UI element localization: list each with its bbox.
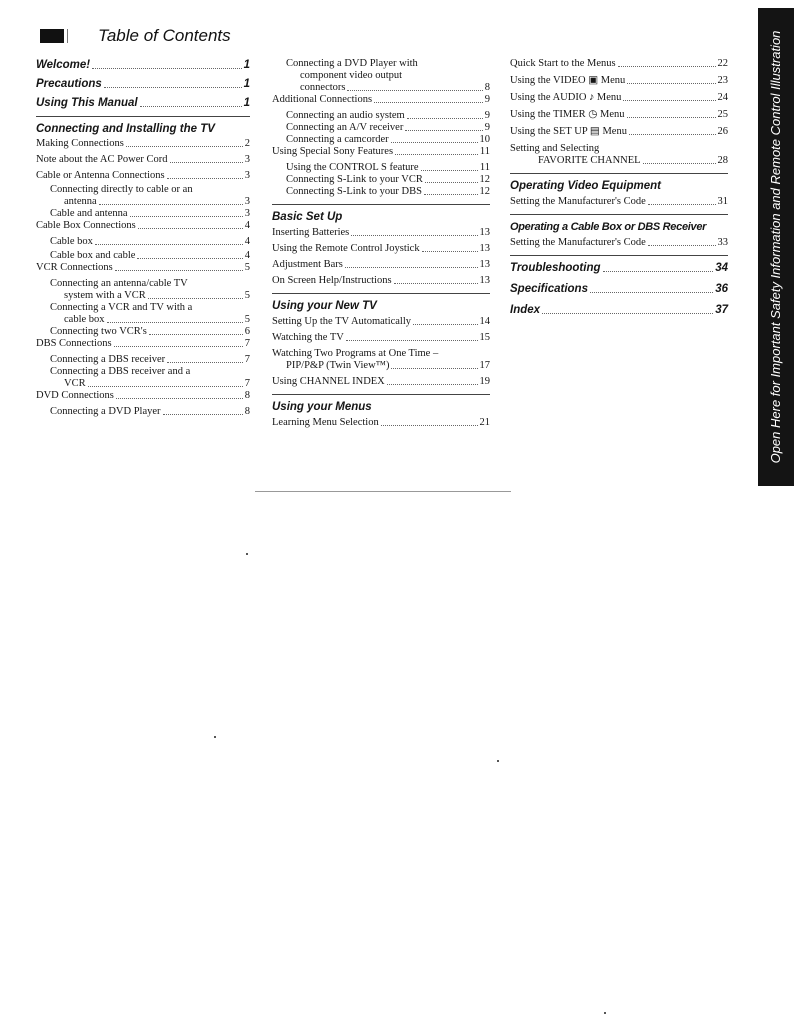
- entry-page: 11: [479, 162, 490, 173]
- header-block-mark: [40, 29, 64, 43]
- entry-label-line: Connecting a DBS receiver and a: [50, 366, 191, 377]
- leader-dots: [347, 90, 482, 91]
- entry-page: 34: [715, 262, 728, 274]
- leader-dots: [422, 251, 478, 252]
- leader-dots: [629, 134, 716, 135]
- entry-label-line: Setting and Selecting: [510, 143, 600, 154]
- entry-label: Connecting an A/V receiver: [286, 122, 404, 133]
- toc-entry-index[interactable]: [510, 303, 728, 317]
- entry-page: 10: [479, 134, 490, 145]
- leader-dots: [88, 386, 243, 387]
- leader-dots: [170, 162, 243, 163]
- entry-page: 4: [244, 250, 250, 261]
- scan-speck: [246, 553, 248, 555]
- section-rule: [272, 204, 490, 205]
- entry-page: 5: [244, 314, 250, 325]
- leader-dots: [603, 271, 714, 272]
- entry-label: Cable and antenna: [50, 208, 128, 219]
- entry-label: Connecting S-Link to your DBS: [286, 186, 422, 197]
- section-heading-cable-dbs: Operating a Cable Box or DBS Receiver: [510, 221, 707, 233]
- entry-label: Specifications: [510, 283, 588, 295]
- entry-label: Using CHANNEL INDEX: [272, 376, 385, 387]
- entry-page: 33: [717, 237, 728, 248]
- leader-dots: [627, 117, 716, 118]
- scan-speck: [214, 736, 216, 738]
- leader-dots: [648, 245, 716, 246]
- entry-page: 4: [244, 220, 250, 231]
- entry-label: Using the CONTROL S feature: [286, 162, 419, 173]
- leader-dots: [395, 154, 478, 155]
- toc-entry-channel-index[interactable]: [272, 376, 490, 388]
- toc-entry-additional-connections[interactable]: [272, 94, 490, 106]
- entry-label: Using the AUDIO ♪ Menu: [510, 92, 622, 103]
- entry-label: Welcome!: [36, 59, 91, 71]
- scan-speck: [604, 1012, 606, 1014]
- entry-page: 7: [244, 354, 250, 365]
- leader-dots: [381, 425, 478, 426]
- entry-label: Note about the AC Power Cord: [36, 154, 168, 165]
- toc-entry-adjustment-bars[interactable]: [272, 259, 490, 271]
- entry-page: 21: [479, 417, 490, 428]
- entry-label: Cable Box Connections: [36, 220, 136, 231]
- toc-entry-making-connections[interactable]: [36, 138, 250, 150]
- header-tab-mark: [67, 29, 74, 43]
- leader-dots: [163, 414, 243, 415]
- entry-label-line: cable box: [64, 314, 105, 325]
- toc-entry-timer-menu[interactable]: [510, 109, 728, 121]
- entry-label: Connecting two VCR's: [50, 326, 147, 337]
- section-heading-menus: Using your Menus: [272, 401, 372, 413]
- entry-page: 28: [717, 155, 728, 166]
- entry-page: 3: [244, 196, 250, 207]
- entry-page: 13: [479, 259, 490, 270]
- section-heading-connecting: Connecting and Installing the TV: [36, 123, 215, 135]
- entry-page: 13: [479, 227, 490, 238]
- leader-dots: [148, 298, 243, 299]
- entry-page: 3: [244, 170, 250, 181]
- entry-page: 3: [244, 154, 250, 165]
- entry-label: Index: [510, 304, 541, 316]
- leader-dots: [424, 194, 478, 195]
- toc-entry-mfr-code-cable[interactable]: [510, 237, 728, 249]
- leader-dots: [167, 362, 243, 363]
- entry-label: Making Connections: [36, 138, 124, 149]
- entry-label: Watching the TV: [272, 332, 344, 343]
- toc-entry-audio-menu[interactable]: [510, 92, 728, 104]
- entry-label: Quick Start to the Menus: [510, 58, 616, 69]
- toc-column-2: [272, 58, 490, 429]
- toc-entry-video-menu[interactable]: [510, 75, 728, 87]
- toc-entry-batteries[interactable]: [272, 227, 490, 239]
- leader-dots: [627, 83, 715, 84]
- entry-label-line: PIP/P&P (Twin View™): [286, 360, 390, 371]
- entry-label: Setting the Manufacturer's Code: [510, 237, 646, 248]
- section-heading-video-equipment: Operating Video Equipment: [510, 180, 661, 192]
- entry-page: 7: [244, 378, 250, 389]
- leader-dots: [643, 163, 716, 164]
- toc-entry-sony-features[interactable]: [272, 146, 490, 158]
- section-rule: [510, 255, 728, 256]
- entry-label: VCR Connections: [36, 262, 113, 273]
- toc-entry-direct-cable[interactable]: [36, 184, 250, 208]
- entry-label: Connecting S-Link to your VCR: [286, 174, 423, 185]
- entry-page: 11: [479, 146, 490, 157]
- entry-page: 9: [484, 122, 490, 133]
- toc-entry-welcome[interactable]: [36, 58, 250, 72]
- toc-entry-joystick[interactable]: [272, 243, 490, 255]
- toc-entry-precautions[interactable]: [36, 77, 250, 91]
- leader-dots: [618, 66, 716, 67]
- entry-page: 1: [243, 97, 250, 109]
- leader-dots: [115, 270, 243, 271]
- entry-page: 24: [717, 92, 728, 103]
- entry-page: 17: [479, 360, 490, 371]
- toc-entry-cable-box-and-cable[interactable]: [36, 250, 250, 262]
- leader-dots: [391, 142, 478, 143]
- side-tab-text: Open Here for Important Safety Information and Remote Control Illustration: [768, 30, 783, 464]
- leader-dots: [92, 68, 241, 69]
- entry-page: 8: [484, 82, 490, 93]
- entry-page: 2: [244, 138, 250, 149]
- entry-page: 37: [715, 304, 728, 316]
- leader-dots: [345, 267, 478, 268]
- toc-header: [40, 26, 231, 46]
- entry-label-line: Watching Two Programs at One Time –: [272, 348, 439, 359]
- toc-entry-vcr-tv-cable-box[interactable]: [36, 302, 250, 326]
- entry-label: On Screen Help/Instructions: [272, 275, 392, 286]
- entry-label: Adjustment Bars: [272, 259, 343, 270]
- leader-dots: [407, 118, 483, 119]
- toc-entry-dbs-connections[interactable]: [36, 338, 250, 350]
- entry-label-line: connectors: [300, 82, 346, 93]
- entry-page: 7: [244, 338, 250, 349]
- section-rule: [36, 116, 250, 117]
- toc-entry-dbs-receiver[interactable]: [36, 354, 250, 366]
- entry-label: DBS Connections: [36, 338, 112, 349]
- entry-page: 36: [715, 283, 728, 295]
- entry-label: Setting Up the TV Automatically: [272, 316, 412, 327]
- entry-page: 5: [244, 262, 250, 273]
- leader-dots: [140, 106, 242, 107]
- toc-entry-watching-tv[interactable]: [272, 332, 490, 344]
- toc-entry-vcr-connections[interactable]: [36, 262, 250, 274]
- toc-entry-mfr-code-video[interactable]: [510, 196, 728, 208]
- section-rule: [272, 394, 490, 395]
- leader-dots: [95, 244, 243, 245]
- toc-entry-two-vcrs[interactable]: [36, 326, 250, 338]
- scan-speck: [497, 760, 499, 762]
- entry-page: 1: [243, 59, 250, 71]
- entry-label: Cable box: [50, 236, 93, 247]
- toc-entry-slink-dbs[interactable]: [272, 186, 490, 198]
- toc-entry-cable-antenna[interactable]: [36, 170, 250, 182]
- toc-entry-dvd-component[interactable]: [272, 58, 490, 94]
- entry-label-line: antenna: [64, 196, 97, 207]
- section-rule: [510, 214, 728, 215]
- leader-dots: [391, 368, 477, 369]
- toc-entry-cable-box-connections[interactable]: [36, 220, 250, 232]
- entry-page: 5: [244, 290, 250, 301]
- entry-label-line: component video output: [300, 70, 403, 81]
- entry-page: 19: [479, 376, 490, 387]
- toc-entry-antenna-vcr[interactable]: [36, 278, 250, 302]
- leader-dots: [425, 182, 478, 183]
- entry-page: 8: [244, 406, 250, 417]
- entry-page: 25: [717, 109, 728, 120]
- entry-label: Connecting a DBS receiver: [50, 354, 166, 365]
- entry-label: Inserting Batteries: [272, 227, 350, 238]
- entry-label: Precautions: [36, 78, 102, 90]
- leader-dots: [114, 346, 243, 347]
- leader-dots: [405, 130, 482, 131]
- entry-label-line: FAVORITE CHANNEL: [538, 155, 641, 166]
- entry-label: Cable box and cable: [50, 250, 136, 261]
- toc-entry-specifications[interactable]: [510, 282, 728, 296]
- toc-entry-dvd-connections[interactable]: [36, 390, 250, 402]
- entry-page: 8: [244, 390, 250, 401]
- entry-label-line: VCR: [64, 378, 86, 389]
- entry-label: Learning Menu Selection: [272, 417, 379, 428]
- leader-dots: [590, 292, 713, 293]
- entry-page: 12: [479, 186, 490, 197]
- leader-dots: [421, 170, 478, 171]
- entry-label: Troubleshooting: [510, 262, 601, 274]
- entry-page: 23: [717, 75, 728, 86]
- toc-column-1: [36, 58, 250, 418]
- toc-entry-quick-start[interactable]: [510, 58, 728, 70]
- toc-entry-dbs-vcr[interactable]: [36, 366, 250, 390]
- section-heading-new-tv: Using your New TV: [272, 300, 377, 312]
- leader-dots: [374, 102, 483, 103]
- entry-page: 31: [717, 196, 728, 207]
- entry-label: Using the VIDEO ▣ Menu: [510, 75, 626, 86]
- leader-dots: [413, 324, 477, 325]
- entry-label: Using This Manual: [36, 97, 138, 109]
- entry-label: Connecting a camcorder: [286, 134, 389, 145]
- leader-dots: [130, 216, 243, 217]
- entry-label: Connecting a DVD Player: [50, 406, 161, 417]
- entry-page: 9: [484, 94, 490, 105]
- leader-dots: [126, 146, 243, 147]
- bottom-rule: [255, 491, 511, 492]
- entry-label: Using the Remote Control Joystick: [272, 243, 420, 254]
- toc-entry-dvd-player[interactable]: [36, 406, 250, 418]
- toc-entry-using-manual[interactable]: [36, 96, 250, 110]
- toc-entry-control-s[interactable]: [272, 162, 490, 174]
- toc-entry-learning-menu[interactable]: [272, 417, 490, 429]
- toc-entry-setup-menu[interactable]: [510, 126, 728, 138]
- leader-dots: [149, 334, 243, 335]
- entry-page: 1: [243, 78, 250, 90]
- toc-entry-av-receiver[interactable]: [272, 122, 490, 134]
- toc-entry-slink-vcr[interactable]: [272, 174, 490, 186]
- entry-label: Using Special Sony Features: [272, 146, 394, 157]
- section-rule: [510, 173, 728, 174]
- toc-entry-auto-setup[interactable]: [272, 316, 490, 328]
- entry-page: 22: [717, 58, 728, 69]
- entry-label-line: system with a VCR: [64, 290, 146, 301]
- toc-entry-cable-box[interactable]: [36, 236, 250, 248]
- leader-dots: [394, 283, 478, 284]
- entry-page: 3: [244, 208, 250, 219]
- leader-dots: [99, 204, 243, 205]
- entry-label: Setting the Manufacturer's Code: [510, 196, 646, 207]
- leader-dots: [351, 235, 477, 236]
- leader-dots: [387, 384, 478, 385]
- entry-page: 12: [479, 174, 490, 185]
- entry-page: 13: [479, 243, 490, 254]
- leader-dots: [107, 322, 243, 323]
- entry-label: Cable or Antenna Connections: [36, 170, 165, 181]
- toc-entry-troubleshooting[interactable]: [510, 261, 728, 275]
- entry-page: 26: [717, 126, 728, 137]
- entry-page: 4: [244, 236, 250, 247]
- entry-label-line: Connecting directly to cable or an: [50, 184, 193, 195]
- entry-label: Connecting an audio system: [286, 110, 405, 121]
- entry-label: Using the TIMER ◷ Menu: [510, 109, 625, 120]
- leader-dots: [346, 340, 478, 341]
- section-heading-basic-setup: Basic Set Up: [272, 211, 343, 223]
- toc-entry-ac-cord[interactable]: [36, 154, 250, 166]
- entry-page: 9: [484, 110, 490, 121]
- leader-dots: [623, 100, 715, 101]
- entry-page: 6: [244, 326, 250, 337]
- leader-dots: [104, 87, 242, 88]
- toc-entry-camcorder[interactable]: [272, 134, 490, 146]
- page-title: Table of Contents: [98, 26, 231, 45]
- leader-dots: [542, 313, 713, 314]
- toc-entry-favorite-channel[interactable]: [510, 143, 728, 167]
- toc-entry-cable-and-antenna[interactable]: [36, 208, 250, 220]
- section-rule: [272, 293, 490, 294]
- entry-label: Using the SET UP ▤ Menu: [510, 126, 627, 137]
- entry-page: 15: [479, 332, 490, 343]
- toc-column-3: [510, 58, 728, 317]
- toc-entry-two-programs[interactable]: [272, 348, 490, 372]
- leader-dots: [116, 398, 243, 399]
- entry-page: 14: [479, 316, 490, 327]
- toc-entry-onscreen-help[interactable]: [272, 275, 490, 287]
- leader-dots: [167, 178, 243, 179]
- entry-label-line: Connecting a DVD Player with: [286, 58, 418, 69]
- leader-dots: [138, 228, 243, 229]
- entry-label-line: Connecting an antenna/cable TV: [50, 278, 188, 289]
- toc-entry-audio-system[interactable]: [272, 110, 490, 122]
- leader-dots: [648, 204, 716, 205]
- entry-label: Additional Connections: [272, 94, 373, 105]
- leader-dots: [137, 258, 242, 259]
- entry-label: DVD Connections: [36, 390, 114, 401]
- entry-label-line: Connecting a VCR and TV with a: [50, 302, 193, 313]
- entry-page: 13: [479, 275, 490, 286]
